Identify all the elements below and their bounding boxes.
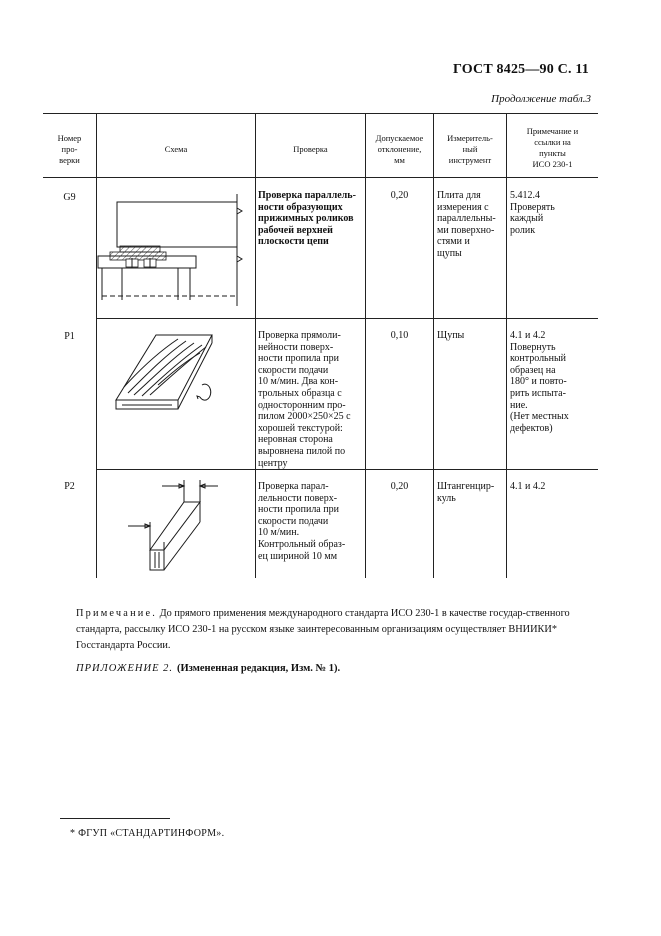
row-tolerance: 0,20 [390, 190, 409, 201]
row-check: Проверка параллель- ности образующих прижимных роликов рабочей верхней плоскости цепи [258, 190, 356, 248]
row-divider [96, 318, 598, 319]
column-header-notes: Примечание и ссылки на пункты ИСО 230-1 [526, 126, 579, 169]
row-note: 5.412.4 Проверять каждый ролик [510, 190, 555, 236]
row-note: 4.1 и 4.2 Повернуть контрольный образец на 180° и повто- рить испыта- ние. (Нет местных дефектов) [510, 330, 569, 434]
appendix-text: (Измененная редакция, Изм. № 1). [177, 663, 341, 674]
column-header-scheme: Схема [164, 144, 188, 154]
row-id: G9 [63, 192, 76, 203]
table-header-divider [43, 177, 598, 178]
row-note: 4.1 и 4.2 [510, 481, 546, 492]
column-divider [433, 113, 434, 578]
column-divider [255, 113, 256, 578]
row-instrument: Плита для измерения с параллельны- ми поверхно- стями и щупы [437, 190, 496, 259]
note-paragraph [76, 606, 596, 654]
appendix-line [76, 663, 340, 674]
column-divider [506, 113, 507, 578]
row-tolerance: 0,10 [390, 330, 409, 341]
column-header-number: Номер про- верки [57, 133, 82, 165]
column-divider [96, 113, 97, 578]
scheme-g9-roller-diagram [92, 188, 254, 310]
footnote: * ФГУП «СТАНДАРТИНФОРМ». [70, 828, 225, 839]
footnote-separator [60, 818, 170, 819]
note-label: Примечание. [76, 608, 158, 619]
appendix-label: ПРИЛОЖЕНИЕ 2. [76, 663, 173, 674]
table-continuation: Продолжение табл.3 [491, 93, 591, 105]
column-header-check: Проверка [293, 144, 328, 154]
row-check: Проверка парал- лельности поверх- ности пропила при скорости подачи 10 м/мин. Контрольный образ- ец шириной 10 мм [258, 481, 346, 562]
table-top-border [43, 113, 598, 114]
row-instrument: Штангенцир- куль [437, 481, 495, 504]
row-id: P1 [64, 331, 75, 342]
note-text: До прямого применения международного стандарта ИСО 230-1 в качестве государ-ственного стандарта, рассылку ИСО 230-1 на русском языке заинтересованным организациям осуществляет ВНИИКИ* Госстандарта России. [76, 608, 570, 651]
row-id: P2 [64, 481, 75, 492]
column-header-instrument: Измеритель- ный инструмент [447, 133, 493, 165]
document-id: ГОСТ 8425—90 С. 11 [452, 62, 589, 77]
row-instrument: Щупы [437, 330, 465, 341]
row-divider [96, 469, 598, 470]
column-header-tolerance: Допускаемое отклонение, мм [375, 133, 424, 165]
row-tolerance: 0,20 [390, 481, 409, 492]
row-check: Проверка прямоли- нейности поверх- ности пропила при скорости подачи 10 м/мин. Два кон- трольных образца с односторонним про- пилом 2000×250×25 с хорошей текстурой: неровная сторона выровнена пилой по центру [258, 330, 351, 469]
scheme-p1-board-diagram [106, 325, 218, 417]
scheme-p2-strip-diagram [122, 472, 222, 578]
